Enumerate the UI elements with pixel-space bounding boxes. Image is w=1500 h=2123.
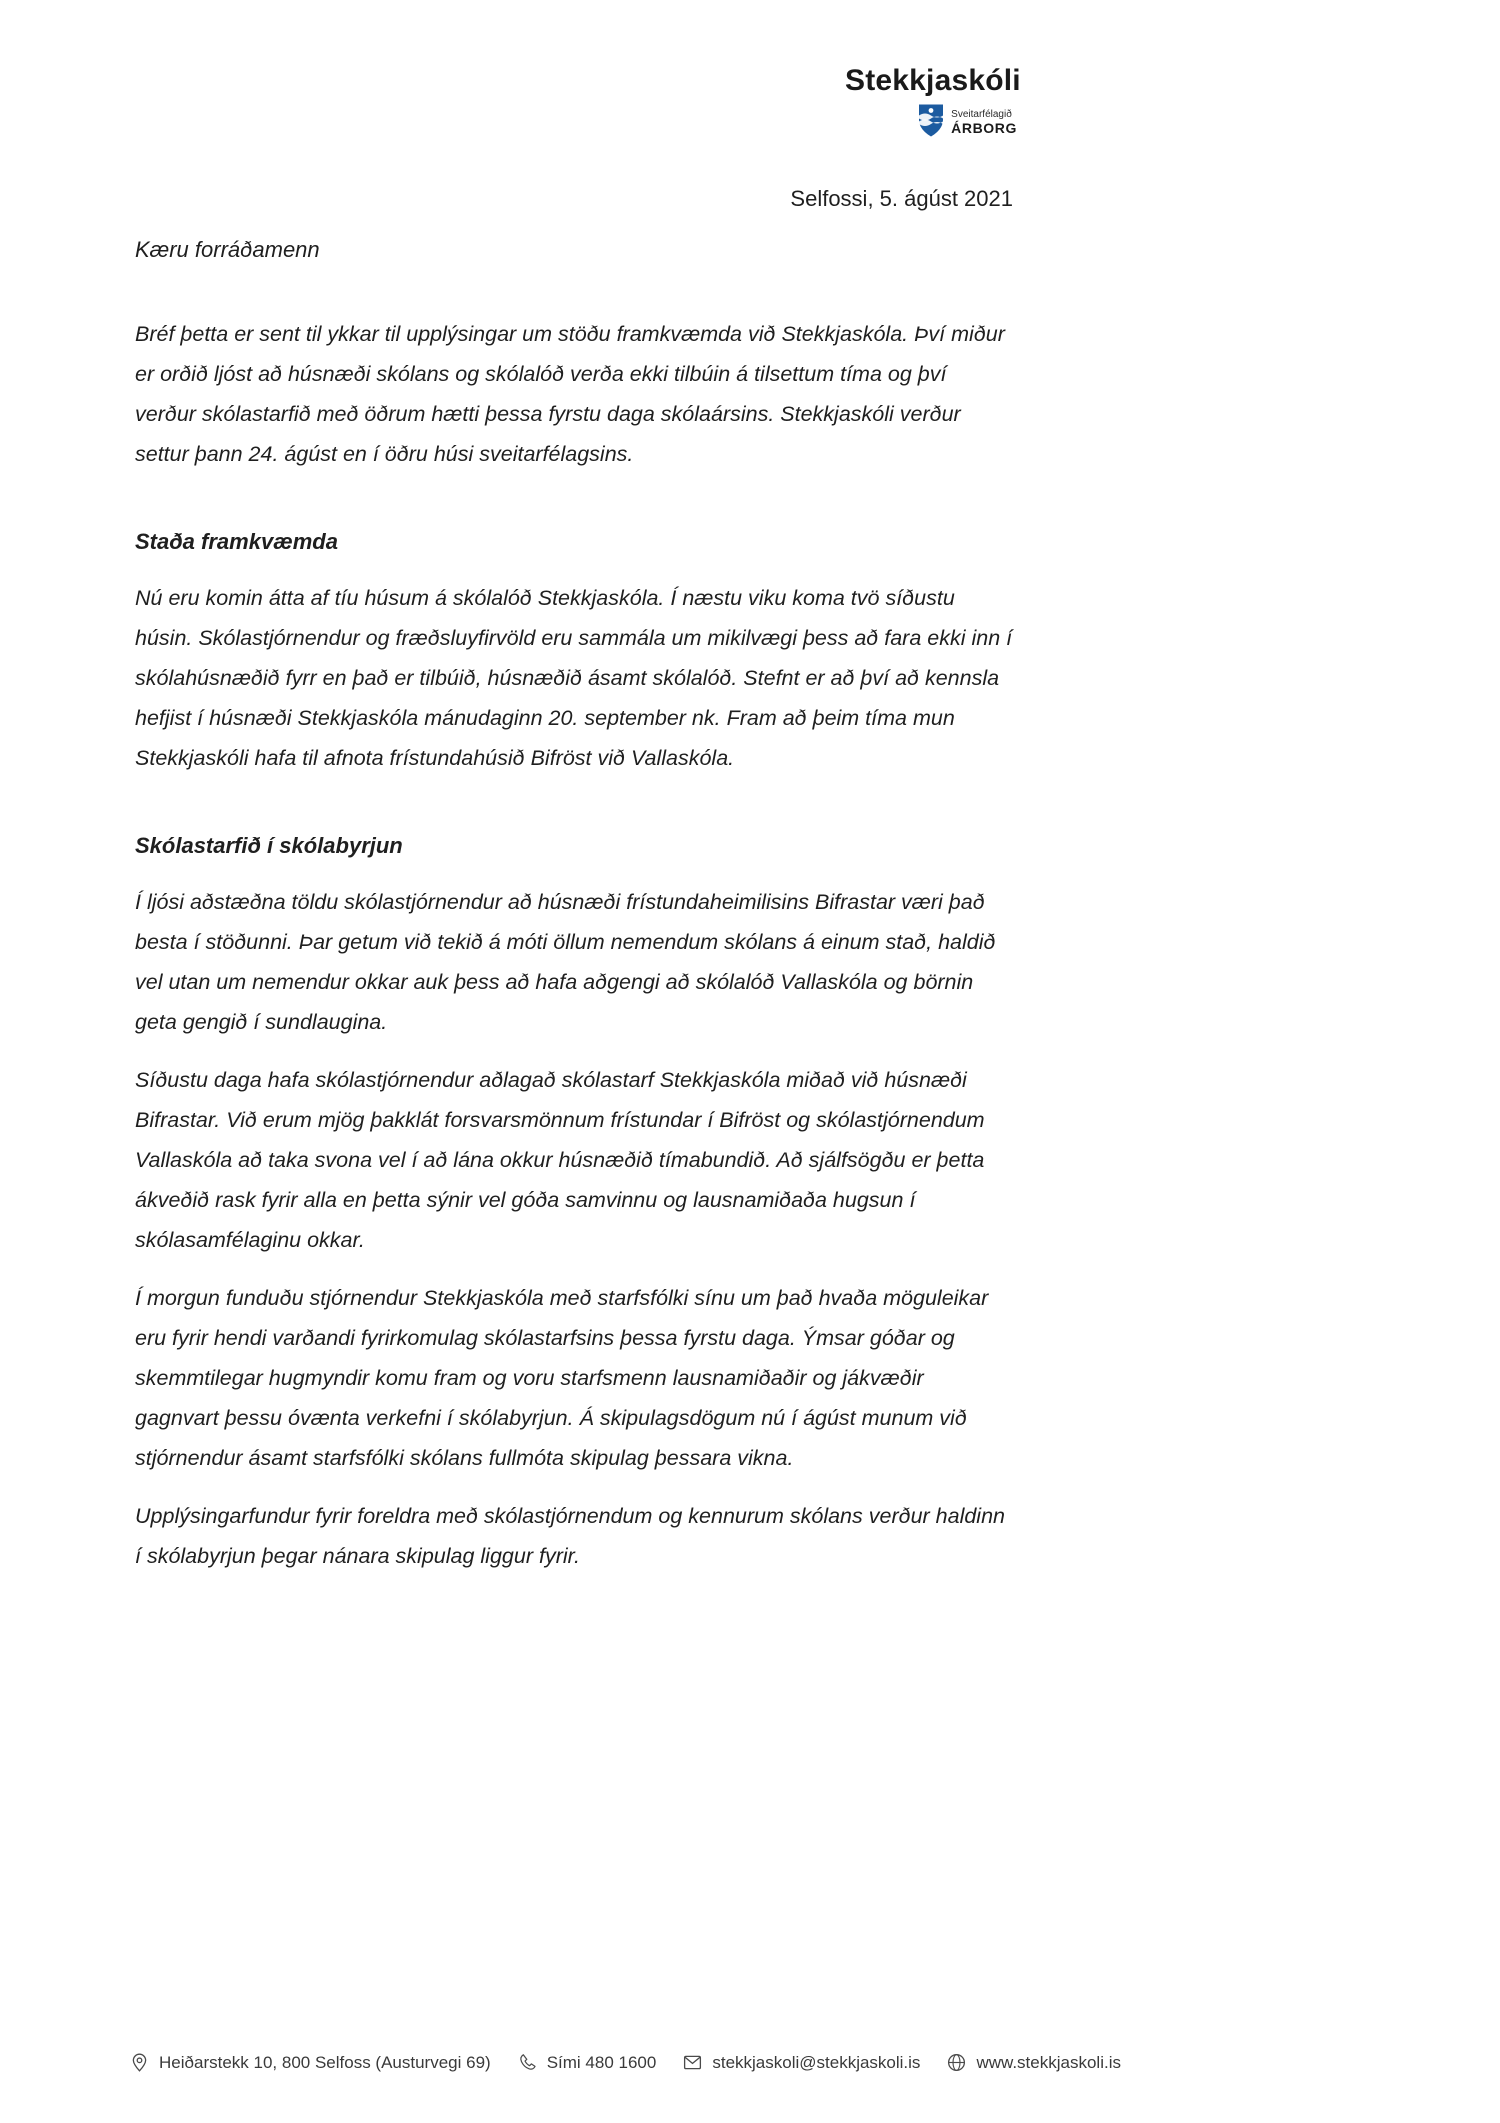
footer-website: [946, 2052, 1121, 2073]
school-start-paragraph-2: Síðustu daga hafa skólastjórnendur aðlagað skólastarf Stekkjaskóla miðað við húsnæði Bifrastar. Við erum mjög þakklát forsvarsmönnum frístundar í Bifröst og skólastjórnendum Vallaskóla að taka svona vel í að lána okkur húsnæðið tímabundið. Að sjálfsögðu er þetta ákveðið rask fyrir alla en þetta sýnir vel góða samvinnu og lausnamiðaða hugsun í skólasamfélaginu okkar.: [135, 1068, 985, 1252]
school-name: Stekkjaskóli: [845, 64, 1021, 97]
footer-email: [682, 2052, 920, 2073]
phone-icon: [517, 2052, 538, 2073]
footer-website-text: www.stekkjaskoli.is: [976, 2052, 1121, 2072]
section-heading-construction-status: Staða framkvæmda: [135, 529, 338, 554]
footer-phone-text: Sími 480 1600: [546, 2052, 657, 2072]
construction-status-paragraph: Nú eru komin átta af tíu húsum á skólalóð Stekkjaskóla. Í næstu viku koma tvö síðustu húsin. Skólastjórnendur og fræðsluyfirvöld eru sammála um mikilvægi þess að fara ekki inn í skólahúsnæðið fyrr en það er tilbúið, húsnæðið ásamt skólalóð. Stefnt er að því að kennsla hefjist í húsnæði Stekkjaskóla mánudaginn 20. september nk. Fram að þeim tíma mun Stekkjaskóli hafa til afnota frístundahúsið Bifröst við Vallaskóla.: [135, 586, 1013, 770]
salutation: Kæru forráðamenn: [135, 237, 320, 262]
section-heading-school-start: Skólastarfið í skólabyrjun: [135, 833, 403, 858]
school-start-paragraph-4: Upplýsingarfundur fyrir foreldra með skólastjórnendum og kennurum skólans verður haldinn í skólabyrjun þegar nánara skipulag liggur fyrir.: [135, 1504, 1005, 1568]
school-start-paragraph-3: Í morgun funduðu stjórnendur Stekkjaskóla með starfsfólki sínu um það hvaða möguleikar eru fyrir hendi varðandi fyrirkomulag skólastarfsins þessa fyrstu daga. Ýmsar góðar og skemmtilegar hugmyndir komu fram og voru starfsmenn lausnamiðaðir og jákvæðir gagnvart þessu óvænta verkefni í skólabyrjun. Á skipulagsdögum nú í ágúst munum við stjórnendur ásamt starfsfólki skólans fullmóta skipulag þessara vikna.: [135, 1286, 989, 1470]
location-pin-icon: [129, 2052, 150, 2073]
school-start-paragraph-1: Í ljósi aðstæðna töldu skólastjórnendur að húsnæði frístundaheimilisins Bifrastar væri það besta í stöðunni. Þar getum við tekið á móti öllum nemendum skólans á einum stað, haldið vel utan um nemendur okkar auk þess að hafa aðgengi að skólalóð Vallaskóla og börnin geta gengið í sundlaugina.: [135, 890, 996, 1034]
footer-address-text: Heiðarstekk 10, 800 Selfoss (Austurvegi 69): [159, 2052, 491, 2072]
letter-body: [135, 0, 1013, 1594]
envelope-icon: [682, 2052, 703, 2073]
footer-address: [129, 2052, 491, 2073]
dateline: Selfossi, 5. ágúst 2021: [790, 186, 1013, 211]
globe-icon: [946, 2052, 967, 2073]
intro-paragraph: Bréf þetta er sent til ykkar til upplýsingar um stöðu framkvæmda við Stekkjaskóla. Því miður er orðið ljóst að húsnæði skólans og skólalóð verða ekki tilbúin á tilsettum tíma og því verður skólastarfið með öðrum hætti þessa fyrstu daga skólaársins. Stekkjaskóli verður settur þann 24. ágúst en í öðru húsi sveitarfélagsins.: [135, 322, 1005, 466]
footer-phone: [517, 2052, 657, 2073]
municipality-small-label: Sveitarfélagið: [951, 109, 1012, 121]
footer-contact-strip: [150, 2052, 1121, 2073]
municipality-name-label: ÁRBORG: [951, 119, 1017, 136]
footer-email-text: stekkjaskoli@stekkjaskoli.is: [712, 2052, 921, 2072]
